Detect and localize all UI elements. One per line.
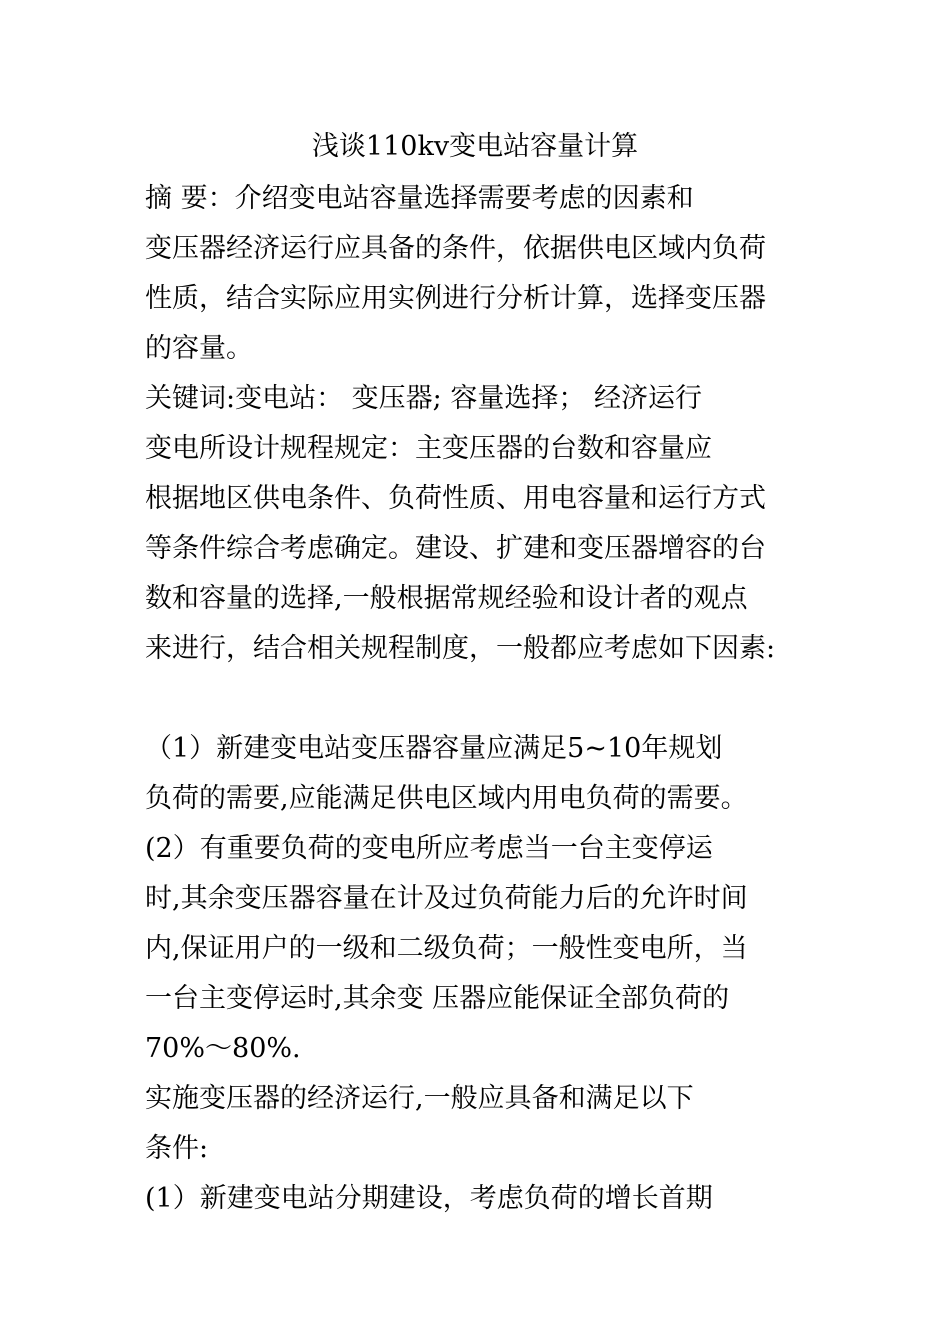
body-line-1: 变电所设计规程规定：主变压器的台数和容量应	[145, 433, 712, 464]
keywords-line: 关键词:变电站： 变压器; 容量选择； 经济运行	[145, 383, 702, 414]
body-line-3: 等条件综合考虑确定。建设、扩建和变压器增容的台	[145, 533, 766, 564]
abstract-line-2: 变压器经济运行应具备的条件，依据供电区域内负荷	[145, 233, 766, 264]
item-1-line-1: （1）新建变电站变压器容量应满足5~10年规划	[145, 733, 723, 764]
abstract-line-1: 摘 要：介绍变电站容量选择需要考虑的因素和	[145, 183, 694, 214]
item-2-line-4: 一台主变停运时,其余变 压器应能保证全部负荷的	[145, 983, 730, 1014]
page-title: 浅谈110kv变电站容量计算	[311, 131, 639, 162]
item-2-line-3: 内,保证用户的一级和二级负荷；一般性变电所，当	[145, 933, 748, 964]
item-2-line-1: (2）有重要负荷的变电所应考虑当一台主变停运	[145, 833, 713, 864]
abstract-line-4: 的容量。	[145, 333, 253, 364]
item-2-line-5: 70%～80%.	[145, 1033, 301, 1064]
item-1-line-2: 负荷的需要,应能满足供电区域内用电负荷的需要。	[145, 783, 748, 814]
body-line-5: 来进行，结合相关规程制度，一般都应考虑如下因素:	[145, 633, 776, 664]
item-2-line-2: 时,其余变压器容量在计及过负荷能力后的允许时间	[145, 883, 748, 914]
condition-1-line-1: (1）新建变电站分期建设，考虑负荷的增长首期	[145, 1183, 713, 1214]
economic-line-2: 条件:	[145, 1133, 209, 1164]
body-line-4: 数和容量的选择,一般根据常规经验和设计者的观点	[145, 583, 748, 614]
abstract-line-3: 性质，结合实际应用实例进行分析计算，选择变压器	[145, 283, 766, 314]
economic-line-1: 实施变压器的经济运行,一般应具备和满足以下	[145, 1083, 694, 1114]
body-line-2: 根据地区供电条件、负荷性质、用电容量和运行方式	[145, 483, 766, 514]
